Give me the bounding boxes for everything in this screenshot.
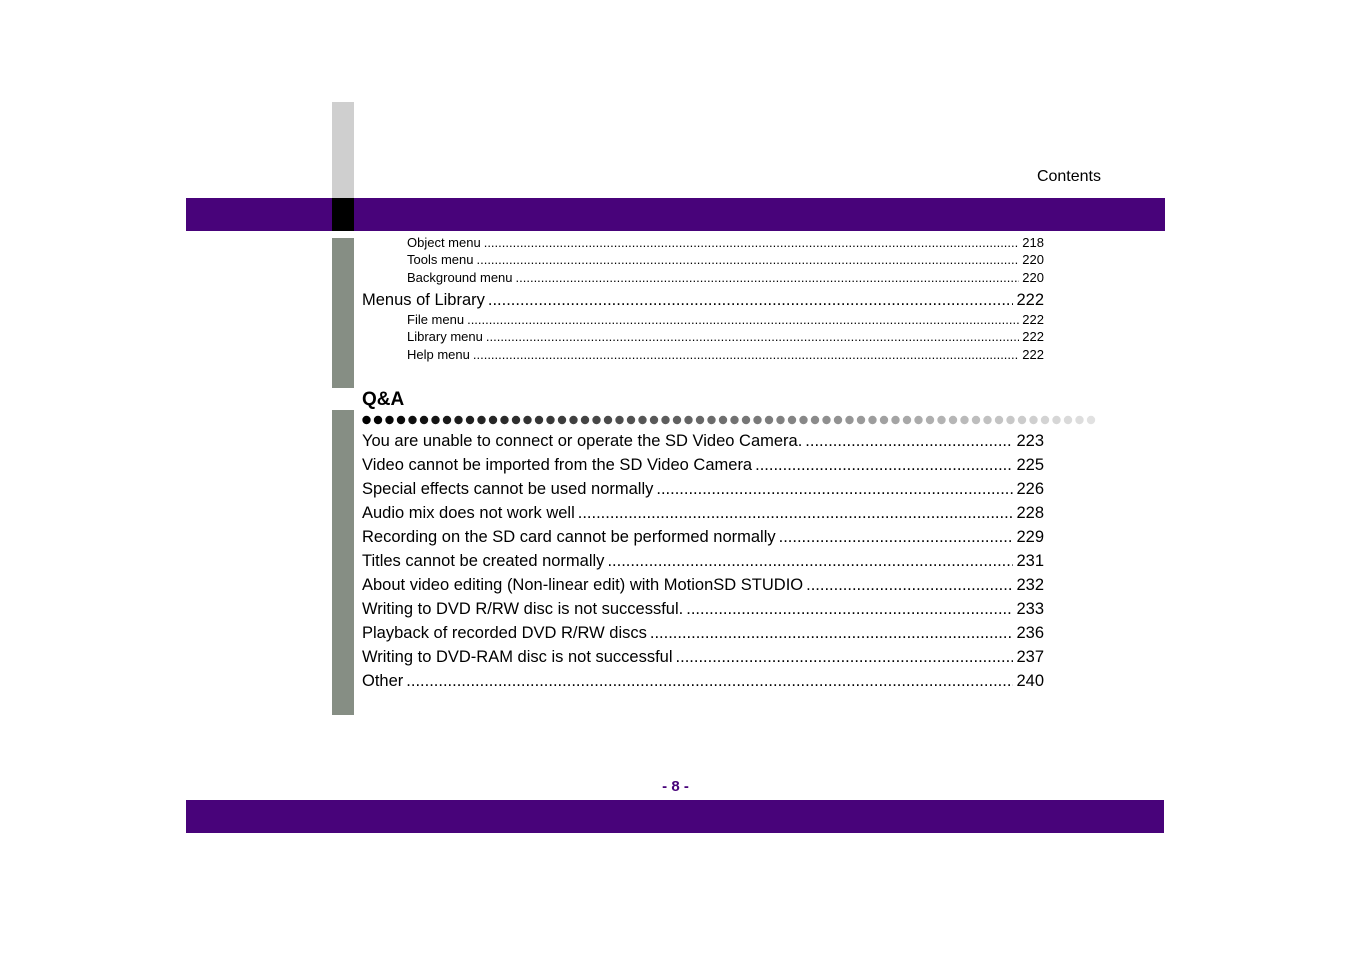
- divider-dot: [627, 416, 635, 424]
- divider-dot: [569, 416, 577, 424]
- divider-dot: [707, 416, 715, 424]
- divider-dot: [500, 416, 508, 424]
- toc-entry-qa-6[interactable]: [362, 550, 1044, 572]
- toc-entry-label: Audio mix does not work well: [362, 504, 575, 522]
- divider-dot: [845, 416, 853, 424]
- toc-entry-page: 233: [1016, 600, 1044, 618]
- toc-leader: [607, 550, 1013, 572]
- toc-entry-page: 229: [1016, 528, 1044, 546]
- footer-band: [186, 800, 1164, 833]
- toc-entry-qa-9[interactable]: [362, 622, 1044, 644]
- divider-dot: [799, 416, 807, 424]
- toc-entry-page: 222: [1016, 291, 1044, 309]
- toc-entry-page: 225: [1016, 456, 1044, 474]
- toc-entry-qa-8[interactable]: [362, 598, 1044, 620]
- divider-dot: [891, 416, 899, 424]
- divider-dot: [719, 416, 727, 424]
- toc-entry-qa-7[interactable]: [362, 574, 1044, 596]
- toc-leader: [806, 574, 1013, 596]
- toc-entry-label: Library menu: [407, 329, 483, 344]
- toc-entry-qa-2[interactable]: [362, 454, 1044, 476]
- divider-dot: [742, 416, 750, 424]
- divider-dot: [604, 416, 612, 424]
- toc-entry-page: 236: [1016, 624, 1044, 642]
- toc-entry-label: Other: [362, 672, 404, 690]
- header-title: Contents: [1036, 168, 1101, 185]
- divider-dot: [960, 416, 968, 424]
- divider-dot: [880, 416, 888, 424]
- side-bar-section-2: [332, 410, 354, 715]
- toc-entry-label: Video cannot be imported from the SD Video Camera: [362, 456, 753, 474]
- divider-dot: [868, 416, 876, 424]
- toc-leader: [656, 478, 1013, 500]
- divider-dot: [408, 416, 416, 424]
- toc-leader: [476, 251, 1019, 268]
- divider-dot: [765, 416, 773, 424]
- divider-dot: [949, 416, 957, 424]
- divider-dot: [385, 416, 393, 424]
- toc-entry-tools-menu[interactable]: [407, 251, 1044, 268]
- toc-entry-label: Titles cannot be created normally: [362, 552, 605, 570]
- toc-entry-menus-of-library[interactable]: [362, 289, 1044, 311]
- toc-entry-help-menu[interactable]: [407, 346, 1044, 363]
- toc-leader: [686, 598, 1013, 620]
- toc-entry-page: 228: [1016, 504, 1044, 522]
- toc-entry-page: 220: [1022, 252, 1044, 267]
- divider-dot: [811, 416, 819, 424]
- divider-dot: [696, 416, 704, 424]
- divider-dot: [972, 416, 980, 424]
- toc-entry-label: Playback of recorded DVD R/RW discs: [362, 624, 647, 642]
- toc-entry-page: 220: [1022, 270, 1044, 285]
- toc-leader: [486, 328, 1019, 345]
- divider-dot: [673, 416, 681, 424]
- divider-dot: [1029, 416, 1037, 424]
- divider-dot: [903, 416, 911, 424]
- divider-dot: [1052, 416, 1060, 424]
- divider-dot: [581, 416, 589, 424]
- divider-dot: [684, 416, 692, 424]
- divider-dot: [914, 416, 922, 424]
- divider-dot: [489, 416, 497, 424]
- toc-entry-qa-3[interactable]: [362, 478, 1044, 500]
- divider-dot: [454, 416, 462, 424]
- divider-dot: [937, 416, 945, 424]
- toc-leader: [676, 646, 1014, 668]
- toc-entry-label: Tools menu: [407, 252, 474, 267]
- toc-leader: [467, 311, 1019, 328]
- divider-dot: [1006, 416, 1014, 424]
- divider-dot: [753, 416, 761, 424]
- side-bar-marker: [332, 198, 354, 231]
- toc-leader: [406, 670, 1013, 692]
- toc-entry-label: File menu: [407, 312, 465, 327]
- toc-entry-library-menu[interactable]: [407, 328, 1044, 345]
- divider-dot: [857, 416, 865, 424]
- dot-divider: [362, 413, 1098, 427]
- toc-leader: [578, 502, 1014, 524]
- toc-entry-page: 222: [1022, 347, 1044, 362]
- toc-leader: [473, 346, 1019, 363]
- toc-entry-label: About video editing (Non-linear edit) with MotionSD STUDIO: [362, 576, 804, 594]
- divider-dot: [1018, 416, 1026, 424]
- toc-entry-page: 222: [1022, 312, 1044, 327]
- side-bar-section-1: [332, 238, 354, 388]
- toc-entry-label: Object menu: [407, 235, 481, 250]
- divider-dot: [650, 416, 658, 424]
- divider-dot: [926, 416, 934, 424]
- toc-entry-page: 222: [1022, 329, 1044, 344]
- divider-dot: [638, 416, 646, 424]
- divider-dot: [466, 416, 474, 424]
- divider-dot: [995, 416, 1003, 424]
- toc-entry-label: Writing to DVD-RAM disc is not successful: [362, 648, 673, 666]
- toc-entry-page: 231: [1016, 552, 1044, 570]
- toc-entry-qa-4[interactable]: [362, 502, 1044, 524]
- side-bar-top: [332, 102, 354, 198]
- toc-entry-label: Background menu: [407, 270, 513, 285]
- toc-entry-qa-1[interactable]: [362, 430, 1044, 452]
- divider-dot: [822, 416, 830, 424]
- toc-entry-label: Menus of Library: [362, 291, 485, 309]
- toc-leader: [516, 269, 1020, 286]
- divider-dot: [834, 416, 842, 424]
- divider-dot: [362, 416, 370, 424]
- divider-dot: [592, 416, 600, 424]
- divider-dot: [546, 416, 554, 424]
- toc-entry-qa-11[interactable]: [362, 670, 1044, 692]
- toc-entry-background-menu[interactable]: [407, 269, 1044, 286]
- divider-dot: [420, 416, 428, 424]
- divider-dot: [776, 416, 784, 424]
- toc-entry-label: Special effects cannot be used normally: [362, 480, 654, 498]
- section-heading-qa: Q&A: [362, 389, 405, 410]
- divider-dot: [374, 416, 382, 424]
- toc-entry-label: Recording on the SD card cannot be performed normally: [362, 528, 776, 546]
- toc-entry-page: 226: [1016, 480, 1044, 498]
- toc-entry-qa-10[interactable]: [362, 646, 1044, 668]
- toc-entry-label: Writing to DVD R/RW disc is not successful.: [362, 600, 684, 618]
- toc-entry-label: Help menu: [407, 347, 470, 362]
- divider-dot: [1041, 416, 1049, 424]
- toc-leader: [484, 234, 1020, 251]
- divider-dot: [431, 416, 439, 424]
- divider-dot: [477, 416, 485, 424]
- page-number: - 8 -: [662, 778, 689, 795]
- toc-leader: [755, 454, 1013, 476]
- divider-dot: [983, 416, 991, 424]
- divider-dot: [1064, 416, 1072, 424]
- toc-leader: [805, 430, 1013, 452]
- divider-dot: [523, 416, 531, 424]
- toc-entry-page: 237: [1016, 648, 1044, 666]
- divider-dot: [443, 416, 451, 424]
- divider-dot: [788, 416, 796, 424]
- divider-dot: [558, 416, 566, 424]
- divider-dot: [1075, 416, 1083, 424]
- toc-leader: [779, 526, 1014, 548]
- toc-leader: [650, 622, 1014, 644]
- toc-entry-page: 240: [1016, 672, 1044, 690]
- toc-entry-qa-5[interactable]: [362, 526, 1044, 548]
- divider-dot: [397, 416, 405, 424]
- divider-dot: [512, 416, 520, 424]
- toc-entry-page: 223: [1016, 432, 1044, 450]
- toc-leader: [488, 289, 1014, 311]
- toc-entry-page: 232: [1016, 576, 1044, 594]
- toc-entry-object-menu[interactable]: [407, 234, 1044, 251]
- toc-entry-file-menu[interactable]: [407, 311, 1044, 328]
- divider-dot: [535, 416, 543, 424]
- divider-dot: [615, 416, 623, 424]
- divider-dot: [661, 416, 669, 424]
- toc-entry-page: 218: [1022, 235, 1044, 250]
- toc-entry-label: You are unable to connect or operate the SD Video Camera.: [362, 432, 803, 450]
- divider-dot: [1087, 416, 1095, 424]
- divider-dot: [730, 416, 738, 424]
